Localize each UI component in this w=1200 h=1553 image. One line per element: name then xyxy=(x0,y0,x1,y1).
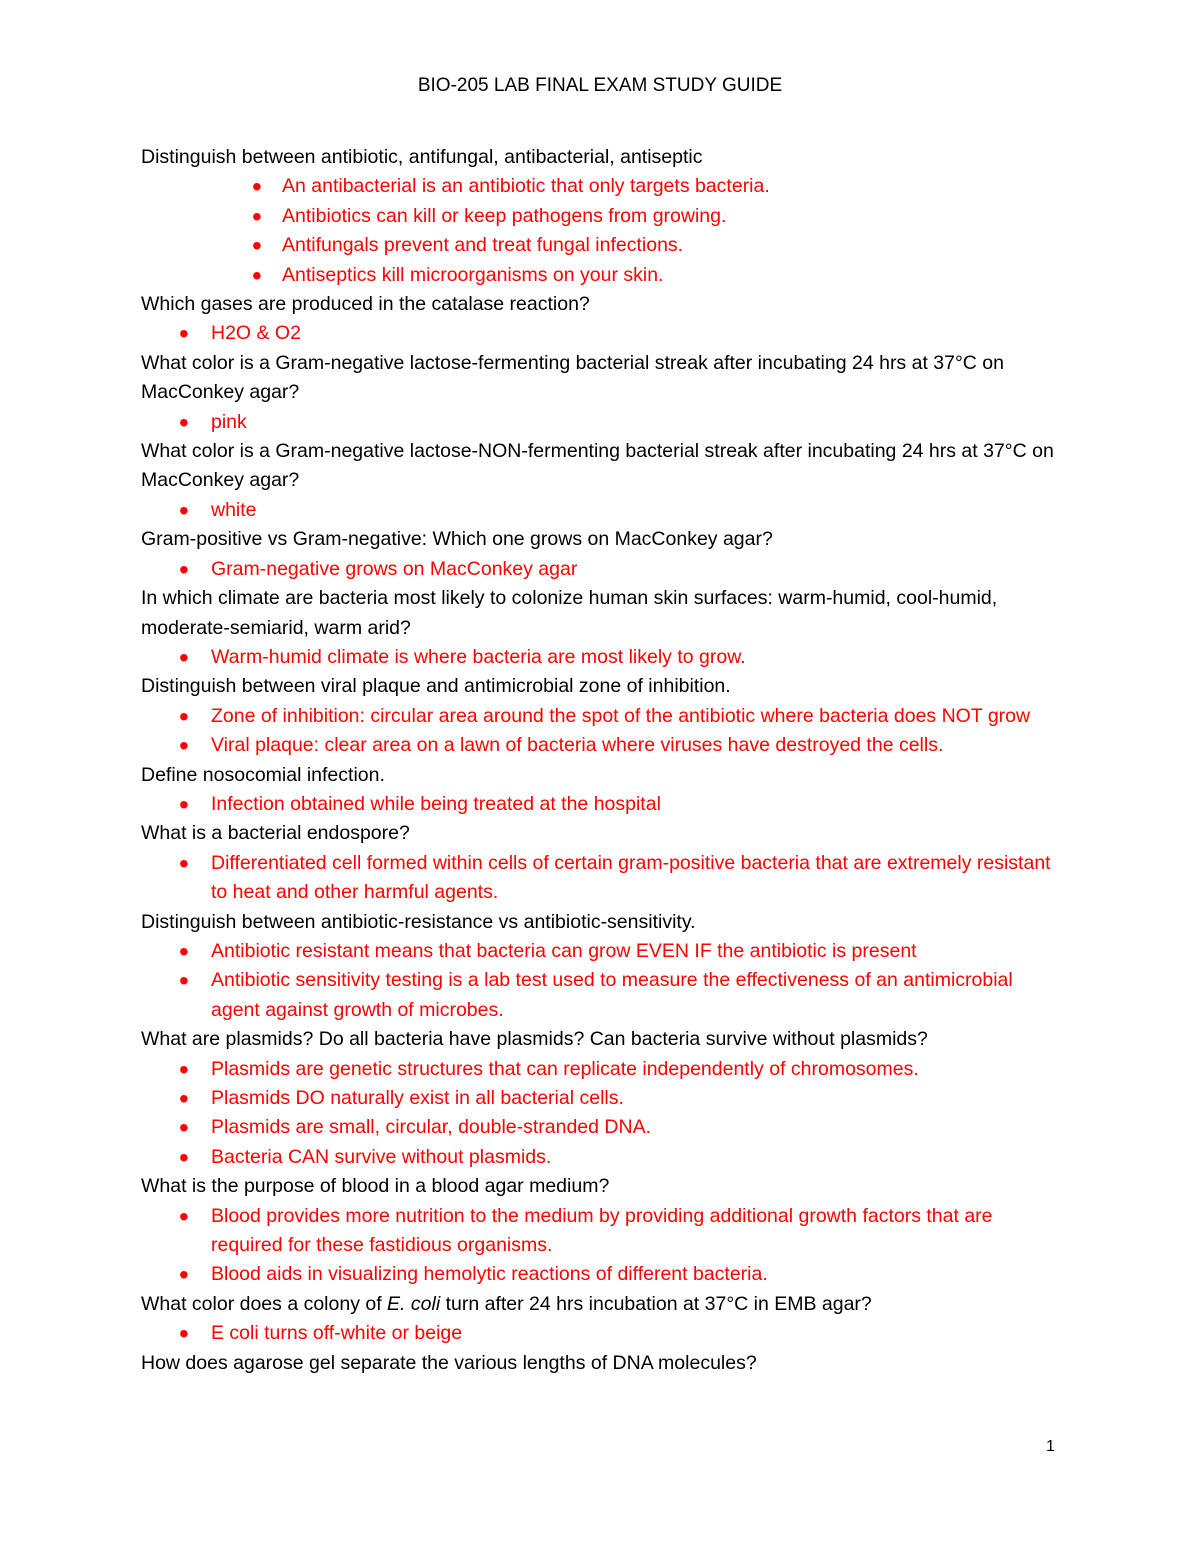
answer-item: • H2O & O2 xyxy=(141,319,1061,348)
question: Gram-positive vs Gram-negative: Which one grows on MacConkey agar? xyxy=(141,528,773,551)
question: What is a bacterial endospore? xyxy=(141,822,410,845)
question-part: turn after 24 hrs incubation at 37°C in EMB agar? xyxy=(440,1292,872,1315)
question: In which climate are bacteria most likely to colonize human skin surfaces: warm-humid, cool-humid, moderate-semiarid, warm arid? xyxy=(141,587,998,639)
question: What are plasmids? Do all bacteria have plasmids? Can bacteria survive without plasmids? xyxy=(141,1028,928,1051)
question: Distinguish between antibiotic, antifungal, antibacterial, antiseptic xyxy=(141,146,703,168)
answer-list xyxy=(141,937,1061,1025)
answer-item: • Antibiotics can kill or keep pathogens from growing. xyxy=(141,202,1061,231)
question: What color is a Gram-negative lactose-NON-fermenting bacterial streak after incubating 24 hrs at 37°C on MacConkey agar? xyxy=(141,440,1054,492)
answer-item: • Antibiotic resistant means that bacteria can grow EVEN IF the antibiotic is present xyxy=(141,937,1061,966)
question: How does agarose gel separate the various lengths of DNA molecules? xyxy=(141,1351,757,1374)
question: Distinguish between viral plaque and antimicrobial zone of inhibition. xyxy=(141,675,731,698)
question: Define nosocomial infection. xyxy=(141,763,385,786)
page-number: 1 xyxy=(1046,1438,1055,1455)
answer-list xyxy=(141,702,1061,761)
question xyxy=(141,1290,1061,1319)
answer-item: • E coli turns off-white or beige xyxy=(141,1319,1061,1348)
answer-item: • Bacteria CAN survive without plasmids. xyxy=(141,1143,1061,1172)
answer-item: • Plasmids are small, circular, double-stranded DNA. xyxy=(141,1113,1061,1142)
page-title: BIO-205 LAB FINAL EXAM STUDY GUIDE xyxy=(417,75,783,96)
answer-item: • Differentiated cell formed within cells of certain gram-positive bacteria that are extremely resistant to heat and other harmful agents. xyxy=(141,849,1061,908)
answer-item: • Infection obtained while being treated at the hospital xyxy=(141,790,1061,819)
question: What is the purpose of blood in a blood agar medium? xyxy=(141,1175,610,1198)
species-name: E. coli xyxy=(387,1292,441,1315)
study-guide-content xyxy=(141,143,1061,1378)
answer-list xyxy=(141,1202,1061,1290)
answer-list xyxy=(141,790,1061,819)
question-part: What color does a colony of xyxy=(141,1292,388,1315)
question: What color is a Gram-negative lactose-fermenting bacterial streak after incubating 24 hrs at 37°C on MacConkey agar? xyxy=(141,351,1004,404)
answer-item: • pink xyxy=(141,408,1061,437)
answer-list xyxy=(141,849,1061,908)
answer-item: • Plasmids are genetic structures that can replicate independently of chromosomes. xyxy=(141,1055,1061,1084)
answer-item: • Blood aids in visualizing hemolytic reactions of different bacteria. xyxy=(141,1260,1061,1289)
answer-list xyxy=(141,319,1061,348)
answer-item: • An antibacterial is an antibiotic that only targets bacteria. xyxy=(141,172,1061,201)
answer-item: • Antiseptics kill microorganisms on your skin. xyxy=(141,261,1061,290)
answer-list xyxy=(141,496,1061,525)
answer-item: • Gram-negative grows on MacConkey agar xyxy=(141,555,1061,584)
answer-item: • Viral plaque: clear area on a lawn of bacteria where viruses have destroyed the cells. xyxy=(141,731,1061,760)
answer-item: • Plasmids DO naturally exist in all bacterial cells. xyxy=(141,1084,1061,1113)
answer-list xyxy=(141,1055,1061,1173)
answer-list xyxy=(141,1319,1061,1348)
answer-list xyxy=(141,408,1061,437)
answer-item: • Zone of inhibition: circular area around the spot of the antibiotic where bacteria does NOT grow xyxy=(141,702,1061,731)
question: Which gases are produced in the catalase reaction? xyxy=(141,293,590,316)
answer-item: • Blood provides more nutrition to the medium by providing additional growth factors that are required for these fastidious organisms. xyxy=(141,1202,1061,1261)
answer-list xyxy=(141,555,1061,584)
question: Distinguish between antibiotic-resistance vs antibiotic-sensitivity. xyxy=(141,910,696,933)
answer-item: • Antibiotic sensitivity testing is a lab test used to measure the effectiveness of an antimicrobial agent against growth of microbes. xyxy=(141,966,1061,1025)
answer-item: • white xyxy=(141,496,1061,525)
answer-item: • Warm-humid climate is where bacteria are most likely to grow. xyxy=(141,643,1061,672)
answer-list xyxy=(141,643,1061,672)
answer-item: • Antifungals prevent and treat fungal infections. xyxy=(141,231,1061,260)
answer-list xyxy=(141,172,1061,290)
